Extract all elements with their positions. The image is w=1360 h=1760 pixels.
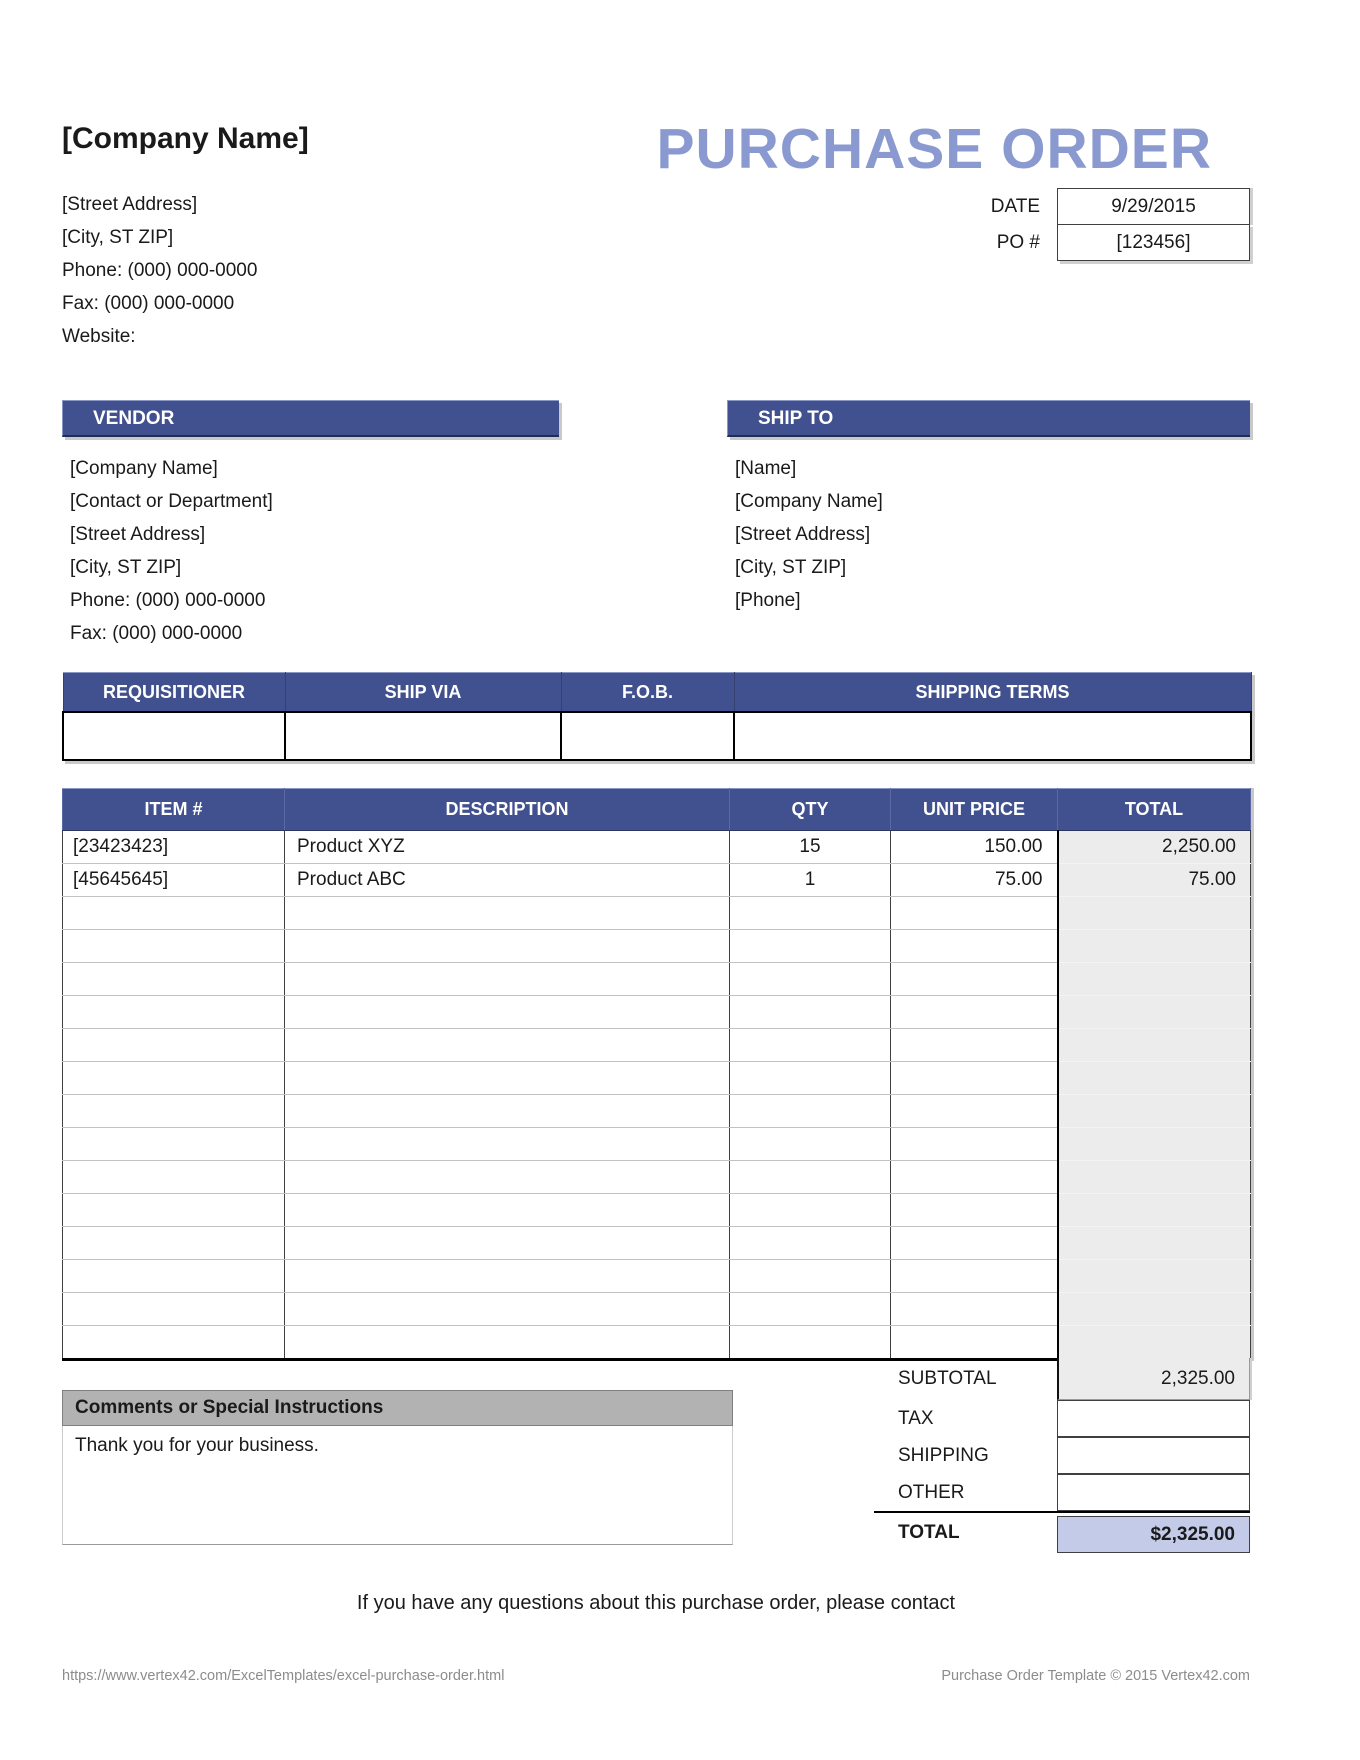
table-row bbox=[63, 1161, 1251, 1194]
item-number-cell[interactable]: [45645645] bbox=[63, 864, 285, 897]
total-cell-empty[interactable] bbox=[1058, 1128, 1251, 1161]
fob-input[interactable] bbox=[561, 712, 734, 760]
qty-cell-empty[interactable] bbox=[730, 1227, 891, 1260]
ship-to-company[interactable]: [Company Name] bbox=[735, 491, 883, 512]
description-cell-empty[interactable] bbox=[285, 1095, 730, 1128]
fob-header: F.O.B. bbox=[561, 673, 734, 713]
qty-cell[interactable]: 15 bbox=[730, 831, 891, 864]
requisitioner-header: REQUISITIONER bbox=[63, 673, 285, 713]
description-cell-empty[interactable] bbox=[285, 1293, 730, 1326]
shipping-info-row bbox=[63, 712, 1251, 760]
item-number-cell-empty[interactable] bbox=[63, 1326, 285, 1360]
ship-to-section-header: SHIP TO bbox=[727, 400, 1250, 437]
description-header: DESCRIPTION bbox=[285, 789, 730, 831]
item-number-cell-empty[interactable] bbox=[63, 1260, 285, 1293]
item-number-cell-empty[interactable] bbox=[63, 1095, 285, 1128]
ship-via-header: SHIP VIA bbox=[285, 673, 561, 713]
total-cell-empty[interactable] bbox=[1058, 1062, 1251, 1095]
description-cell[interactable]: Product ABC bbox=[285, 864, 730, 897]
shipping-terms-input[interactable] bbox=[734, 712, 1251, 760]
table-row bbox=[63, 1227, 1251, 1260]
vendor-address-block bbox=[70, 452, 273, 650]
description-cell-empty[interactable] bbox=[285, 1062, 730, 1095]
vendor-fax[interactable]: Fax: (000) 000-0000 bbox=[70, 623, 243, 644]
vendor-street[interactable]: [Street Address] bbox=[70, 524, 206, 545]
table-row bbox=[63, 963, 1251, 996]
unit-price-cell-empty[interactable] bbox=[891, 1227, 1058, 1260]
total-cell-empty[interactable] bbox=[1058, 1227, 1251, 1260]
company-website: Website: bbox=[62, 326, 136, 347]
qty-cell[interactable]: 1 bbox=[730, 864, 891, 897]
total-cell-empty[interactable] bbox=[1058, 1260, 1251, 1293]
shipping-info-table bbox=[62, 672, 1252, 761]
description-cell-empty[interactable] bbox=[285, 1326, 730, 1360]
unit-price-cell[interactable]: 150.00 bbox=[891, 831, 1058, 864]
unit-price-cell-empty[interactable] bbox=[891, 1161, 1058, 1194]
shipping-input[interactable] bbox=[1057, 1437, 1250, 1474]
order-summary bbox=[874, 1358, 1250, 1553]
total-cell-empty[interactable] bbox=[1058, 897, 1251, 930]
item-number-cell[interactable]: [23423423] bbox=[63, 831, 285, 864]
qty-cell-empty[interactable] bbox=[730, 1260, 891, 1293]
total-header: TOTAL bbox=[1058, 789, 1251, 831]
total-cell-empty[interactable] bbox=[1058, 1161, 1251, 1194]
tax-input[interactable] bbox=[1057, 1400, 1250, 1437]
table-row bbox=[63, 1095, 1251, 1128]
table-row bbox=[63, 864, 1251, 897]
unit-price-cell-empty[interactable] bbox=[891, 1293, 1058, 1326]
requisitioner-input[interactable] bbox=[63, 712, 285, 760]
unit-price-cell-empty[interactable] bbox=[891, 996, 1058, 1029]
description-cell-empty[interactable] bbox=[285, 963, 730, 996]
table-row bbox=[63, 1029, 1251, 1062]
unit-price-header: UNIT PRICE bbox=[891, 789, 1058, 831]
contact-note: If you have any questions about this purchase order, please contact bbox=[356, 1592, 956, 1614]
order-meta bbox=[920, 188, 1250, 261]
description-cell-empty[interactable] bbox=[285, 1194, 730, 1227]
qty-cell-empty[interactable] bbox=[730, 897, 891, 930]
item-number-cell-empty[interactable] bbox=[63, 930, 285, 963]
item-number-cell-empty[interactable] bbox=[63, 963, 285, 996]
qty-cell-empty[interactable] bbox=[730, 1029, 891, 1062]
description-cell-empty[interactable] bbox=[285, 1029, 730, 1062]
po-number-label: PO # bbox=[996, 231, 1040, 253]
ship-to-phone[interactable]: [Phone] bbox=[735, 590, 801, 611]
shipping-label: SHIPPING bbox=[898, 1444, 989, 1466]
description-cell-empty[interactable] bbox=[285, 996, 730, 1029]
item-number-cell-empty[interactable] bbox=[63, 897, 285, 930]
total-cell-empty[interactable] bbox=[1058, 1095, 1251, 1128]
description-cell-empty[interactable] bbox=[285, 1128, 730, 1161]
total-cell[interactable]: 75.00 bbox=[1058, 864, 1251, 897]
items-body bbox=[63, 831, 1251, 1360]
ship-to-name[interactable]: [Name] bbox=[735, 458, 797, 479]
item-number-cell-empty[interactable] bbox=[63, 1128, 285, 1161]
company-city: [City, ST ZIP] bbox=[62, 227, 174, 248]
other-input[interactable] bbox=[1057, 1474, 1250, 1511]
company-phone: Phone: (000) 000-0000 bbox=[62, 260, 258, 281]
ship-to-city[interactable]: [City, ST ZIP] bbox=[735, 557, 847, 578]
table-row bbox=[63, 897, 1251, 930]
total-cell-empty[interactable] bbox=[1058, 1029, 1251, 1062]
item-number-cell-empty[interactable] bbox=[63, 1161, 285, 1194]
comments-input[interactable]: Thank you for your business. bbox=[62, 1426, 733, 1545]
date-field[interactable]: 9/29/2015 bbox=[1057, 188, 1250, 225]
table-row bbox=[63, 1062, 1251, 1095]
qty-cell-empty[interactable] bbox=[730, 1194, 891, 1227]
qty-cell-empty[interactable] bbox=[730, 1095, 891, 1128]
po-number-field[interactable]: [123456] bbox=[1057, 224, 1250, 261]
total-cell-empty[interactable] bbox=[1058, 963, 1251, 996]
table-row bbox=[63, 930, 1251, 963]
page-title: PURCHASE ORDER bbox=[656, 117, 1212, 181]
unit-price-cell-empty[interactable] bbox=[891, 1062, 1058, 1095]
unit-price-cell-empty[interactable] bbox=[891, 1194, 1058, 1227]
item-number-cell-empty[interactable] bbox=[63, 996, 285, 1029]
unit-price-cell-empty[interactable] bbox=[891, 1326, 1058, 1360]
company-street: [Street Address] bbox=[62, 194, 198, 215]
table-row bbox=[63, 1128, 1251, 1161]
company-name: [Company Name] bbox=[62, 122, 309, 155]
qty-cell-empty[interactable] bbox=[730, 930, 891, 963]
total-cell-empty[interactable] bbox=[1058, 1194, 1251, 1227]
table-row bbox=[63, 1194, 1251, 1227]
ship-to-address-block bbox=[735, 452, 883, 617]
qty-cell-empty[interactable] bbox=[730, 996, 891, 1029]
table-row bbox=[63, 996, 1251, 1029]
vendor-company[interactable]: [Company Name] bbox=[70, 458, 218, 479]
qty-cell-empty[interactable] bbox=[730, 1326, 891, 1360]
vendor-section-header: VENDOR bbox=[62, 400, 559, 437]
table-row bbox=[63, 1260, 1251, 1293]
description-cell-empty[interactable] bbox=[285, 930, 730, 963]
vendor-city[interactable]: [City, ST ZIP] bbox=[70, 557, 182, 578]
qty-cell-empty[interactable] bbox=[730, 963, 891, 996]
other-label: OTHER bbox=[898, 1481, 965, 1503]
unit-price-cell-empty[interactable] bbox=[891, 963, 1058, 996]
date-label: DATE bbox=[990, 195, 1040, 217]
table-row bbox=[63, 1293, 1251, 1326]
total-cell-empty[interactable] bbox=[1058, 996, 1251, 1029]
total-cell-empty[interactable] bbox=[1058, 1326, 1251, 1360]
subtotal-label: SUBTOTAL bbox=[898, 1368, 997, 1389]
item-number-cell-empty[interactable] bbox=[63, 1227, 285, 1260]
vendor-contact[interactable]: [Contact or Department] bbox=[70, 491, 273, 512]
subtotal-value: 2,325.00 bbox=[1057, 1358, 1250, 1400]
ship-via-input[interactable] bbox=[285, 712, 561, 760]
total-cell-empty[interactable] bbox=[1058, 1293, 1251, 1326]
item-number-cell-empty[interactable] bbox=[63, 1062, 285, 1095]
copyright-text: Purchase Order Template © 2015 Vertex42.com bbox=[941, 1668, 1250, 1684]
description-cell[interactable]: Product XYZ bbox=[285, 831, 730, 864]
total-cell[interactable]: 2,250.00 bbox=[1058, 831, 1251, 864]
qty-cell-empty[interactable] bbox=[730, 1161, 891, 1194]
grand-total-label: TOTAL bbox=[898, 1522, 960, 1543]
qty-header: QTY bbox=[730, 789, 891, 831]
shipping-terms-header: SHIPPING TERMS bbox=[734, 673, 1251, 713]
qty-cell-empty[interactable] bbox=[730, 1128, 891, 1161]
unit-price-cell-empty[interactable] bbox=[891, 1260, 1058, 1293]
company-block bbox=[62, 122, 309, 353]
unit-price-cell-empty[interactable] bbox=[891, 897, 1058, 930]
grand-total-value: $2,325.00 bbox=[1057, 1516, 1250, 1553]
source-url: https://www.vertex42.com/ExcelTemplates/excel-purchase-order.html bbox=[62, 1668, 505, 1684]
ship-to-street[interactable]: [Street Address] bbox=[735, 524, 871, 545]
line-items-table bbox=[62, 788, 1251, 1361]
unit-price-cell-empty[interactable] bbox=[891, 1128, 1058, 1161]
description-cell-empty[interactable] bbox=[285, 1161, 730, 1194]
description-cell-empty[interactable] bbox=[285, 1227, 730, 1260]
description-cell-empty[interactable] bbox=[285, 1260, 730, 1293]
unit-price-cell[interactable]: 75.00 bbox=[891, 864, 1058, 897]
qty-cell-empty[interactable] bbox=[730, 1293, 891, 1326]
qty-cell-empty[interactable] bbox=[730, 1062, 891, 1095]
total-cell-empty[interactable] bbox=[1058, 930, 1251, 963]
comments-section-header: Comments or Special Instructions bbox=[62, 1390, 733, 1426]
table-row bbox=[63, 1326, 1251, 1360]
tax-label: TAX bbox=[898, 1407, 934, 1429]
table-row bbox=[63, 831, 1251, 864]
unit-price-cell-empty[interactable] bbox=[891, 930, 1058, 963]
company-fax: Fax: (000) 000-0000 bbox=[62, 293, 235, 314]
item-number-header: ITEM # bbox=[63, 789, 285, 831]
description-cell-empty[interactable] bbox=[285, 897, 730, 930]
item-number-cell-empty[interactable] bbox=[63, 1029, 285, 1062]
item-number-cell-empty[interactable] bbox=[63, 1194, 285, 1227]
unit-price-cell-empty[interactable] bbox=[891, 1095, 1058, 1128]
item-number-cell-empty[interactable] bbox=[63, 1293, 285, 1326]
unit-price-cell-empty[interactable] bbox=[891, 1029, 1058, 1062]
vendor-phone[interactable]: Phone: (000) 000-0000 bbox=[70, 590, 266, 611]
